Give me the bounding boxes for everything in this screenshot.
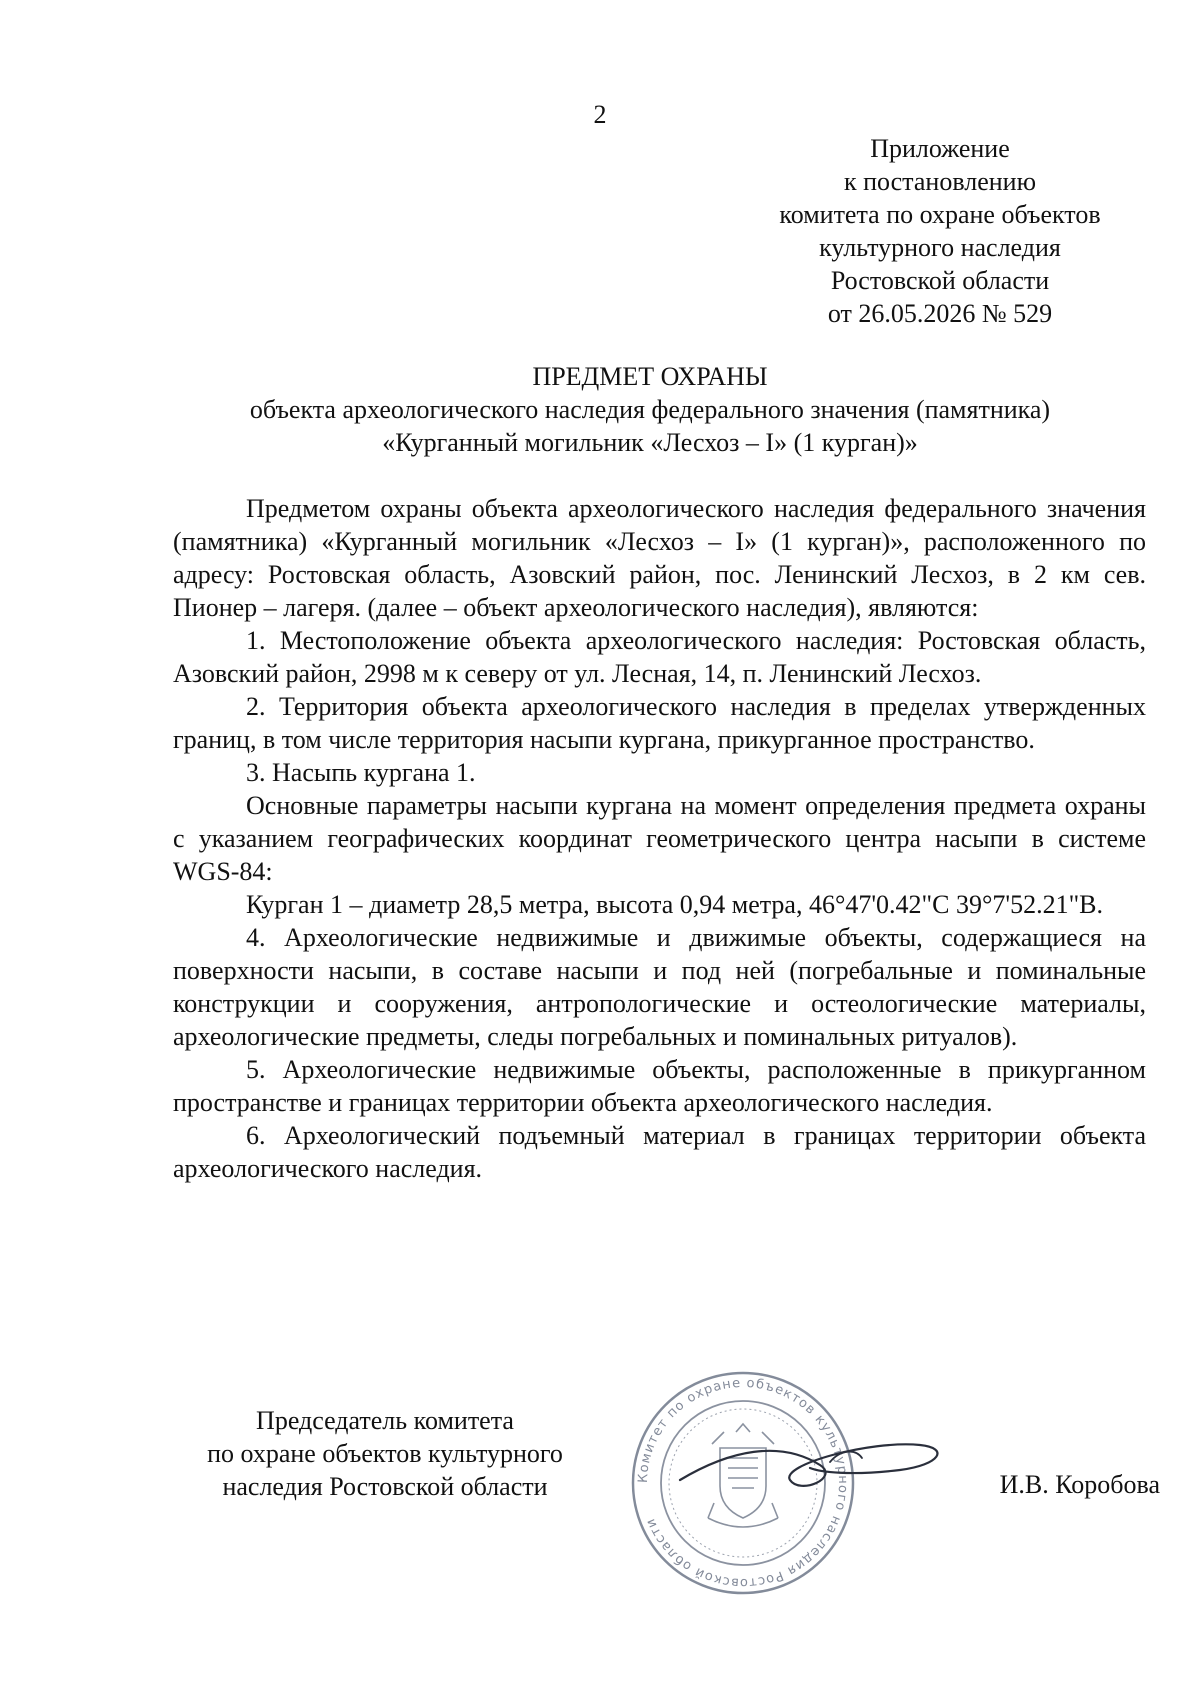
title-heading: ПРЕДМЕТ ОХРАНЫ [532, 362, 768, 391]
appendix-line: Приложение [870, 134, 1010, 163]
mound-parameters: Основные параметры насыпи кургана на момент определения предмета охраны с указанием географических координат геометрического центра насыпи в системе WGS-84: [173, 791, 1146, 886]
appendix-line: Ростовской области [830, 266, 1050, 295]
appendix-line: от 26.05.2026 № 529 [827, 299, 1053, 328]
signatory-line: Председатель комитета [256, 1406, 514, 1435]
kurgan-coordinates: Курган 1 – диаметр 28,5 метра, высота 0,94 метра, 46°47'0.42"С 39°7'52.21"В. [246, 890, 1104, 919]
page-number: 2 [593, 100, 607, 129]
appendix-line: комитета по охране объектов [779, 200, 1101, 229]
item-territory: 2. Территория объекта археологического наследия в пределах утвержденных границ, в том числе территория насыпи кургана, прикурганное пространство. [173, 692, 1146, 754]
stamp-outer-text: Комитет по охране объектов культурного наследия Ростовской области [635, 1375, 851, 1591]
appendix-line: к постановлению [843, 167, 1037, 196]
item-mound: 3. Насыпь кургана 1. [246, 758, 476, 787]
title-subtitle: объекта археологического наследия федерального значения (памятника) [249, 395, 1051, 424]
intro-paragraph: Предметом охраны объекта археологического наследия федерального значения (памятника) «Курганный могильник «Лесхоз – I» (1 курган)», расположенного по адресу: Ростовская область, Азовский район, пос. Ленинский Лесхоз, в 2 км сев. Пионер – лагеря. (далее – объект археологического наследия), являются: [173, 494, 1146, 622]
signatory-title [160, 1404, 610, 1503]
signer-name: И.В. Коробова [999, 1470, 1160, 1499]
title-object-name: «Курганный могильник «Лесхоз – I» (1 курган)» [382, 428, 918, 457]
item-immovable-objects: 5. Археологические недвижимые объекты, расположенные в прикурганном пространстве и границах территории объекта археологического наследия. [173, 1055, 1146, 1117]
document-body [173, 492, 1146, 1185]
appendix-block [740, 132, 1140, 330]
signatory-line: наследия Ростовской области [222, 1472, 548, 1501]
appendix-line: культурного наследия [819, 233, 1061, 262]
item-location: 1. Местоположение объекта археологического наследия: Ростовская область, Азовский район, 2998 м к северу от ул. Лесная, 14, п. Ленинский Лесхоз. [173, 626, 1146, 688]
signature-scribble [640, 1410, 960, 1530]
signatory-line: по охране объектов культурного [207, 1439, 563, 1468]
document-title [150, 360, 1150, 459]
item-surface-material: 6. Археологический подъемный материал в границах территории объекта археологического наследия. [173, 1121, 1146, 1183]
item-objects: 4. Археологические недвижимые и движимые объекты, содержащиеся на поверхности насыпи, в составе насыпи и под ней (погребальные и поминальные конструкции и сооружения, антропологические и остеологические материалы, археологические предметы, следы погребальных и поминальных ритуалов). [173, 923, 1146, 1051]
